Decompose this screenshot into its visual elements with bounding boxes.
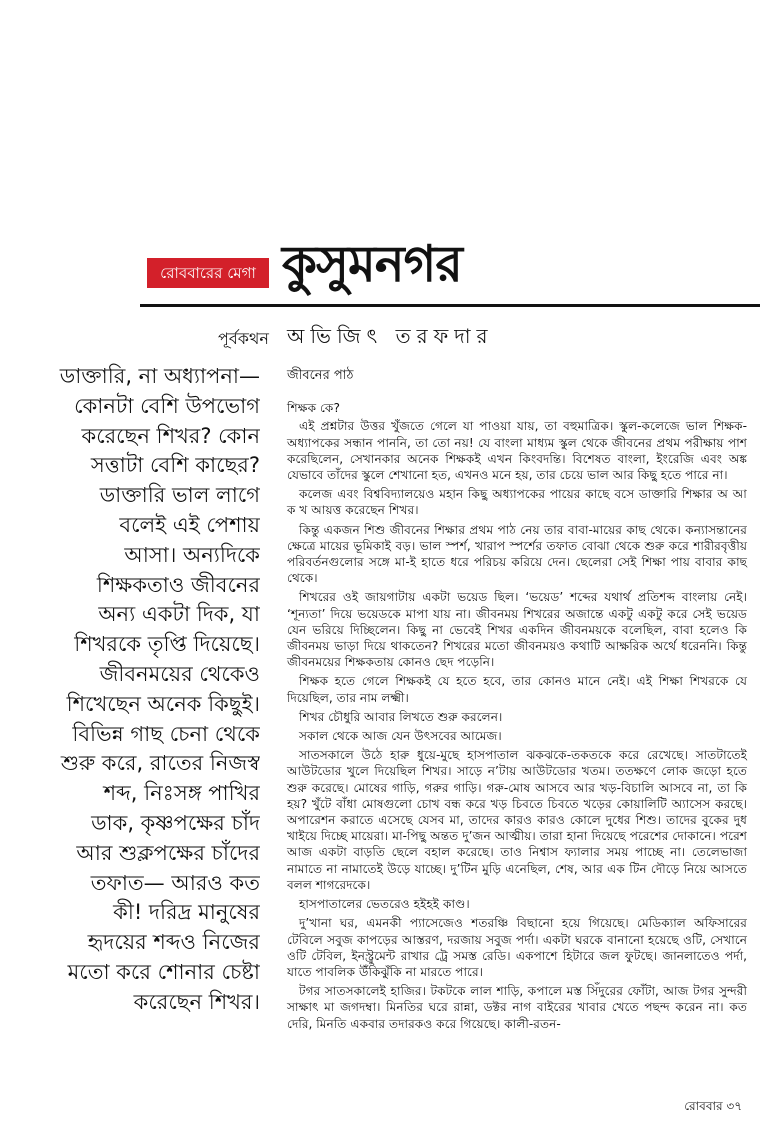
pull-quote-line: করেছেন শিখর। [133,989,260,1014]
article-body [287,368,747,1035]
paragraph: হাসপাতালের ভেতরেও হইহই কাণ্ড। [299,897,470,912]
section-question: শিক্ষক কে? [287,401,340,416]
pull-quote-line: করেছেন শিখর? কোন [81,423,260,448]
pull-quote-line: মতো করে শোনার চেষ্টা [67,959,260,984]
paragraph: শিখরের ওই জায়গাটায় একটা ভয়েড ছিল। ‘ভয়েড’ শব্দের যথার্থ প্রতিশব্দ বাংলায় নেই। ‘শূন্যতা’ দিয়ে ভয়েডকে মাপা যায় না। জীবনময় শিখরের অজান্তে একটু একটু করে সেই ভয়েড যেন ভরিয়ে দিচ্ছিলেন। কিছু না ভেবেই শিখর একদিন জীবনময়কে বলেছিল, বাবা হলেও কি জীবনময় ভাড়া দিয়ে থাকতেন? শিখরের মতো জীবনময়ও কথাটি আক্ষরিক অর্থে ধরেননি। কিন্তু জীবনময়ের শিক্ষকতায় কোনও ছেদ পড়েনি। [287,590,747,670]
pull-quote-line: আসা। অন্যদিকে [124,542,260,567]
paragraph: কলেজ এবং বিশ্ববিদ্যালয়েও মহান কিছু অধ্যাপকের পায়ের কাছে বসে ডাক্তারি শিক্ষার অ আ ক খ আয়ত্ত করেছেন শিখর। [287,487,747,518]
pull-quote-line: শব্দ, নিঃসঙ্গ পাখির [103,781,260,806]
paragraph: কিন্তু একজন শিশু জীবনের শিক্ষার প্রথম পাঠ নেয় তার বাবা-মায়ের কাছ থেকে। কন্যাসন্তানের ক্ষেত্রে মায়ের ভূমিকাই বড়। ভাল স্পর্শ, খারাপ স্পর্শের তফাত বোঝা থেকে শুরু করে শারীরবৃত্তীয় পরিবর্তনগুলোর সঙ্গে মা-ই হাতে ধরে পরিচয় করিয়ে দেন। ছেলেরা সেই শিক্ষা পায় বাবার কাছ থেকে। [287,522,747,586]
section-badge: রোববারের মেগা [147,258,269,288]
pull-quote-line: আর শুক্লপক্ষের চাঁদের [76,840,260,865]
pull-quote-line: শিক্ষকতাও জীবনের [96,572,260,597]
paragraph: দু’খানা ঘর, এমনকী প্যাসেজেও শতরঞ্চি বিছানো হয়ে গিয়েছে। মেডিক্যাল অফিসারের টেবিলে সবুজ কাপড়ের আস্তরণ, দরজায় সবুজ পর্দা। একটা ঘরকে বানানো হয়েছে ওটি, সেখানে ওটি টেবিল, ইনস্ট্রুমেন্ট রাখার ট্রে সমস্ত রেডি। একপাশে হিটারে জল ফুটছে। জানলাতেও পর্দা, যাতে পাবলিক উঁকিঝুঁকি না মারতে পারে। [287,916,747,979]
paragraph: সকাল থেকে আজ যেন উৎসবের আমেজ। [299,729,502,744]
pull-quote-line: শিখেছেন অনেক কিছুই। [66,691,260,716]
pull-quote-line: শিখরকে তৃপ্তি দিয়েছে। [74,632,260,657]
pull-quote-line: তফাত— আরও কত [90,870,260,895]
pull-quote [40,362,260,1018]
page-folio: রোববার ৩৭ [684,1099,742,1113]
paragraph: টগর সাতসকালেই হাজির। টকটকে লাল শাড়ি, কপালে মস্ত সিঁদুরের ফোঁটা, আজ টগর সুন্দরী সাক্ষাৎ মা জগদম্বা। মিনতির ঘরে রান্না, ডক্টর নাগ বাইরের খাবার খেতে পছন্দ করেন না। কত দেরি, মিনতি একবার তদারকও করে গিয়েছে। কালী-রতন- [287,984,747,1031]
pull-quote-line: বলেই এই পেশায় [119,512,260,537]
pull-quote-line: শুরু করে, রাতের নিজস্ব [60,751,260,776]
pull-quote-line: কোনটা বেশি উপভোগ [74,393,260,418]
pull-quote-line: কী! দরিদ্র মানুষের [113,900,260,925]
pull-quote-line: ডাক্তারি ভাল লাগে [99,483,260,508]
paragraph: সাতসকালে উঠে হারু ধুয়ে-মুছে হাসপাতাল ঝকঝকে-তকতকে করে রেখেছে। সাতটাতেই আউটডোর খুলে দিয়েছিল শিখর। সাড়ে ন’টায় আউটডোর খতম। ততক্ষণে লোক জড়ো হতে শুরু করেছে। মোষের গাড়ি, গরুর গাড়ি। গরু-মোষ আসবে আর খড়-বিচালি আসবে না, তা কি হয়? খুঁটে বাঁধা মোষগুলো চোখ বন্ধ করে খড় চিবতে চিবতে খড়ের কোয়ালিটি অ্যাসেস করছে। অপারেশন করাতে এসেছে যেসব মা, তাদের কারও কারও কোলে দুধের শিশু। তাদের বুকের দুধ খাইয়ে দিচ্ছে মায়েরা। মা-পিছু অন্তত দু’জন আত্মীয়। তারা হানা দিয়েছে পরেশের দোকানে। পরেশ আজ একটা বাড়তি ছেলে বহাল করেছে। তাও নিশ্বাস ফ্যালার সময় পাচ্ছে না। তেলেভাজা নামাতে না নামাতেই উড়ে যাচ্ছে। দু’টিন মুড়ি এনেছিল, শেষ, আর এক টিন দৌড়ে নিয়ে আসতে বলল শাগরেদকে। [287,748,747,892]
pull-quote-line: বিভিন্ন গাছ চেনা থেকে [72,721,260,746]
preface-label: পূর্বকথন [218,329,269,348]
chapter-heading: জীবনের পাঠ [287,368,354,383]
pull-quote-line: জীবনময়ের থেকেও [99,661,260,686]
pull-quote-line: ডাক্তারি, না অধ্যাপনা— [59,364,260,388]
header-divider [140,304,760,307]
pull-quote-line: অন্য একটা দিক, যা [98,602,260,627]
paragraph: শিখর চৌধুরি আবার লিখতে শুরু করলেন। [299,709,503,724]
article-title: কুসুমনগর [282,235,462,293]
pull-quote-line: হৃদয়ের শব্দও নিজের [87,930,260,955]
pull-quote-line: সত্তাটা বেশি কাছের? [90,453,260,478]
pull-quote-line: ডাক, কৃষ্ণপক্ষের চাঁদ [91,810,260,835]
paragraph: শিক্ষক হতে গেলে শিক্ষকই যে হতে হবে, তার কোনও মানে নেই। এই শিক্ষা শিখরকে যে দিয়েছিল, তার নাম লক্ষ্মী। [287,674,747,705]
paragraph: এই প্রশ্নটার উত্তর খুঁজতে গেলে যা পাওয়া যায়, তা বহুমাত্রিক। স্কুল-কলেজে ভাল শিক্ষক-অধ্যাপকের সন্ধান পাননি, তা তো নয়! যে বাংলা মাধ্যম স্কুল থেকে জীবনের প্রথম পরীক্ষায় পাশ করেছিলেন, সেখানকার অনেক শিক্ষকই এখন কিংবদন্তি। বিশেষত বাংলা, ইংরেজি এবং অঙ্ক যেভাবে তাঁদের স্কুলে শেখানো হত, এখনও মনে হয়, তার চেয়ে ভাল আর কিছু হতে পারে না। [287,419,747,483]
author-name: অভিজিৎ তরফদার [287,324,494,348]
